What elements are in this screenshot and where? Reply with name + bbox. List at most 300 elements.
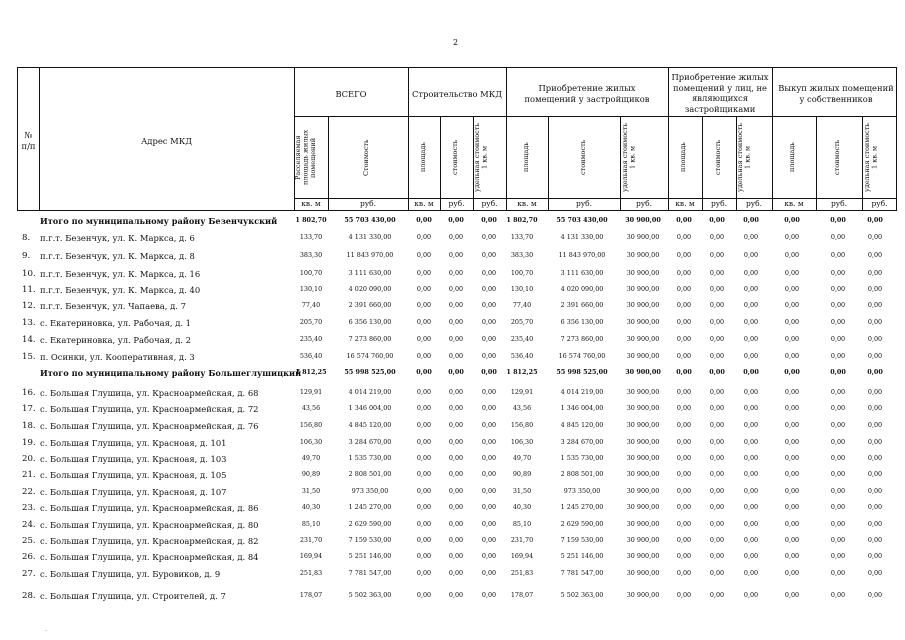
row-value: 0,00 <box>481 335 497 343</box>
row-value: 0,00 <box>830 388 846 396</box>
row-value: 0,00 <box>830 233 846 241</box>
row-value: 0,00 <box>448 421 464 429</box>
unit-label: руб. <box>635 199 653 208</box>
subheader-cost: стоимость <box>451 139 459 176</box>
row-value: 0,00 <box>743 216 759 224</box>
row-value: 0,00 <box>481 285 497 293</box>
row-value: 0,00 <box>867 335 883 343</box>
row-value: 0,00 <box>709 301 725 309</box>
row-number: 21. <box>22 470 36 480</box>
row-value: 130,10 <box>299 285 323 293</box>
row-value: 0,00 <box>709 591 725 599</box>
row-value: 0,00 <box>676 421 692 429</box>
row-value: 1 346 004,00 <box>560 404 604 412</box>
row-value: 0,00 <box>448 438 464 446</box>
row-value: 0,00 <box>830 536 846 544</box>
row-value: 0,00 <box>784 216 800 224</box>
row-value: 0,00 <box>448 269 464 277</box>
row-value: 11 843 970,00 <box>558 251 606 259</box>
row-value: 100,70 <box>299 269 323 277</box>
row-value: 0,00 <box>743 318 759 326</box>
row-value: 4 020 090,00 <box>348 285 392 293</box>
row-value: 156,80 <box>299 421 323 429</box>
row-value: 0,00 <box>676 285 692 293</box>
row-value: 11 843 970,00 <box>346 251 394 259</box>
unit-label: руб. <box>481 199 498 208</box>
row-value: 55 703 430,00 <box>556 216 608 224</box>
row-value: 0,00 <box>830 552 846 560</box>
row-value: 2 391 660,00 <box>560 301 604 309</box>
row-number: 26. <box>22 552 36 562</box>
row-value: 40,30 <box>301 503 321 511</box>
row-value: 0,00 <box>830 368 846 376</box>
row-value: 0,00 <box>784 552 800 560</box>
table-row <box>0 251 905 267</box>
unit-label: кв. м <box>675 199 695 208</box>
row-value: 0,00 <box>867 552 883 560</box>
table-row <box>0 318 905 334</box>
row-value: 0,00 <box>830 454 846 462</box>
row-value: 0,00 <box>743 285 759 293</box>
row-value: 0,00 <box>481 269 497 277</box>
row-value: 30 900,00 <box>626 388 660 396</box>
unit-label: кв. м <box>784 199 804 208</box>
row-value: 55 998 525,00 <box>556 368 608 376</box>
row-value: 0,00 <box>448 552 464 560</box>
row-value: 4 845 120,00 <box>348 421 392 429</box>
subheader-unit-cost: удельная стоимость 1 кв. м <box>621 123 637 192</box>
row-value: 0,00 <box>784 285 800 293</box>
row-value: 0,00 <box>867 520 883 528</box>
row-value: 0,00 <box>481 520 497 528</box>
row-value: 30 900,00 <box>626 438 660 446</box>
unit-label: руб. <box>710 199 728 208</box>
row-value: 30 900,00 <box>625 368 661 376</box>
row-address: п.г.т. Безенчук, ул. К. Маркса, д. 8 <box>40 251 195 261</box>
row-value: 0,00 <box>743 421 759 429</box>
row-value: 16 574 760,00 <box>558 352 606 360</box>
row-number: 14. <box>22 335 36 345</box>
row-value: 0,00 <box>867 438 883 446</box>
row-value: 0,00 <box>784 421 800 429</box>
row-value: 0,00 <box>784 591 800 599</box>
row-value: 2 629 590,00 <box>348 520 392 528</box>
row-value: 7 781 547,00 <box>560 569 604 577</box>
table-row-total <box>0 216 905 232</box>
row-value: 0,00 <box>448 318 464 326</box>
row-value: 0,00 <box>416 591 432 599</box>
row-value: 0,00 <box>481 352 497 360</box>
row-value: 973 350,00 <box>351 487 389 495</box>
table-row <box>0 438 905 454</box>
subheader-unit-cost: удельная стоимость 1 кв. м <box>473 123 489 192</box>
row-value: 0,00 <box>481 503 497 511</box>
row-value: 0,00 <box>709 454 725 462</box>
row-value: 0,00 <box>867 352 883 360</box>
table-row <box>0 552 905 568</box>
unit-label: кв. м <box>301 199 321 208</box>
row-value: 1 802,70 <box>295 216 327 224</box>
row-value: 0,00 <box>830 487 846 495</box>
row-value: 0,00 <box>743 569 759 577</box>
row-value: 0,00 <box>481 233 497 241</box>
row-value: 3 284 670,00 <box>348 438 392 446</box>
row-value: 0,00 <box>676 487 692 495</box>
subheader-area: площадь <box>788 142 796 173</box>
row-value: 0,00 <box>676 269 692 277</box>
row-value: 30 900,00 <box>626 536 660 544</box>
row-value: 55 703 430,00 <box>344 216 396 224</box>
table-row <box>0 536 905 552</box>
row-value: 43,56 <box>301 404 321 412</box>
row-value: 0,00 <box>867 421 883 429</box>
row-value: 100,70 <box>510 269 534 277</box>
row-address: с. Большая Глушица, ул. Красноармейская, д. 68 <box>40 388 259 398</box>
row-address: с. Екатериновка, ул. Рабочая, д. 1 <box>40 318 192 328</box>
row-value: 0,00 <box>784 251 800 259</box>
row-value: 0,00 <box>481 251 497 259</box>
row-value: 30 900,00 <box>626 301 660 309</box>
row-value: 169,94 <box>299 552 323 560</box>
row-value: 0,00 <box>867 318 883 326</box>
row-value: 0,00 <box>709 251 725 259</box>
row-value: 0,00 <box>709 269 725 277</box>
unit-label: руб. <box>830 199 848 208</box>
row-address: с. Большая Глушица, ул. Красноармейская, д. 84 <box>40 552 259 562</box>
row-value: 0,00 <box>481 216 497 224</box>
row-value: 0,00 <box>416 301 432 309</box>
row-value: 30 900,00 <box>626 520 660 528</box>
row-value: 0,00 <box>448 503 464 511</box>
row-value: 0,00 <box>743 454 759 462</box>
row-value: 3 111 630,00 <box>348 269 392 277</box>
row-number: 27. <box>22 569 36 579</box>
row-value: 0,00 <box>709 569 725 577</box>
row-value: 85,10 <box>512 520 532 528</box>
row-value: 0,00 <box>743 352 759 360</box>
row-value: 0,00 <box>416 520 432 528</box>
row-value: 0,00 <box>448 536 464 544</box>
row-value: 0,00 <box>676 438 692 446</box>
row-value: 0,00 <box>416 536 432 544</box>
row-value: 0,00 <box>784 520 800 528</box>
row-value: 7 159 530,00 <box>560 536 604 544</box>
row-value: 130,10 <box>510 285 534 293</box>
row-value: 30 900,00 <box>626 552 660 560</box>
row-value: 0,00 <box>709 216 725 224</box>
row-address: п.г.т. Безенчук, ул. К. Маркса, д. 6 <box>40 233 195 243</box>
row-value: 0,00 <box>830 520 846 528</box>
row-value: 0,00 <box>448 569 464 577</box>
row-value: 90,89 <box>512 470 532 478</box>
row-value: 40,30 <box>512 503 532 511</box>
row-value: 205,70 <box>510 318 534 326</box>
subheader-area: площадь <box>679 142 687 173</box>
header-address: Адрес МКД <box>140 136 193 146</box>
row-address: с. Большая Глушица, ул. Красноая, д. 103 <box>40 454 227 464</box>
row-value: 0,00 <box>448 216 464 224</box>
row-address: п. Осинки, ул. Кооперативная, д. 3 <box>40 352 195 362</box>
row-value: 0,00 <box>416 569 432 577</box>
row-value: 0,00 <box>743 503 759 511</box>
unit-label: руб. <box>575 199 593 208</box>
row-address: с. Екатериновка, ул. Рабочая, д. 2 <box>40 335 192 345</box>
row-value: 0,00 <box>867 301 883 309</box>
row-value: 0,00 <box>743 335 759 343</box>
row-value: 0,00 <box>481 438 497 446</box>
table-row <box>0 352 905 368</box>
row-value: 0,00 <box>709 421 725 429</box>
row-value: 0,00 <box>867 569 883 577</box>
row-number: 17. <box>22 404 36 414</box>
row-value: 1 812,25 <box>506 368 538 376</box>
row-value: 0,00 <box>416 388 432 396</box>
row-address: п.г.т. Безенчук, ул. К. Маркса, д. 16 <box>40 269 201 279</box>
row-value: 0,00 <box>448 233 464 241</box>
row-value: 0,00 <box>709 503 725 511</box>
row-value: 0,00 <box>784 470 800 478</box>
row-value: 0,00 <box>743 438 759 446</box>
table-row <box>0 233 905 249</box>
row-value: 0,00 <box>448 404 464 412</box>
table-header <box>17 67 897 211</box>
row-value: 31,50 <box>512 487 532 495</box>
row-value: 383,30 <box>299 251 323 259</box>
row-number: 25. <box>22 536 36 546</box>
row-value: 4 131 330,00 <box>560 233 604 241</box>
row-value: 0,00 <box>676 251 692 259</box>
row-number: 11. <box>22 285 36 295</box>
row-value: 30 900,00 <box>626 404 660 412</box>
table-row <box>0 470 905 486</box>
row-value: 0,00 <box>867 470 883 478</box>
table-row <box>0 569 905 585</box>
row-value: 0,00 <box>709 536 725 544</box>
row-value: 4 020 090,00 <box>560 285 604 293</box>
unit-label: руб. <box>871 199 888 208</box>
row-value: 30 900,00 <box>625 216 661 224</box>
row-value: 1 346 004,00 <box>348 404 392 412</box>
row-value: 0,00 <box>416 368 432 376</box>
row-value: 0,00 <box>709 520 725 528</box>
row-value: 0,00 <box>867 388 883 396</box>
row-value: 1 535 730,00 <box>348 454 392 462</box>
row-value: 0,00 <box>448 520 464 528</box>
row-value: 0,00 <box>416 404 432 412</box>
row-value: 77,40 <box>512 301 532 309</box>
row-value: 106,30 <box>510 438 534 446</box>
row-value: 16 574 760,00 <box>346 352 394 360</box>
row-value: 0,00 <box>416 233 432 241</box>
table-row <box>0 301 905 317</box>
row-value: 0,00 <box>830 301 846 309</box>
row-value: 0,00 <box>743 301 759 309</box>
row-value: 0,00 <box>709 487 725 495</box>
row-value: 4 014 219,00 <box>348 388 392 396</box>
row-value: 43,56 <box>512 404 532 412</box>
subheader-area: площадь <box>419 142 427 173</box>
header-priobr-zastr: Приобретение жилых помещений у застройщиков <box>524 83 650 104</box>
row-value: 0,00 <box>743 404 759 412</box>
row-value: 30 900,00 <box>626 454 660 462</box>
header-num: № п/п <box>21 130 36 151</box>
row-value: 0,00 <box>784 335 800 343</box>
row-value: 0,00 <box>416 503 432 511</box>
row-value: 0,00 <box>416 285 432 293</box>
row-value: 5 251 146,00 <box>348 552 392 560</box>
row-value: 1 802,70 <box>506 216 538 224</box>
row-value: 5 502 363,00 <box>560 591 604 599</box>
district-total-label: Итого по муниципальному району Безенчукский <box>40 216 278 226</box>
row-value: 973 350,00 <box>563 487 601 495</box>
row-value: 0,00 <box>676 503 692 511</box>
row-value: 536,40 <box>299 352 323 360</box>
row-value: 0,00 <box>676 454 692 462</box>
subheader-unit-cost: удельная стоимость 1 кв. м <box>736 123 752 192</box>
row-value: 0,00 <box>743 368 759 376</box>
row-value: 0,00 <box>867 503 883 511</box>
row-value: 0,00 <box>830 569 846 577</box>
row-value: 2 808 501,00 <box>348 470 392 478</box>
row-value: 0,00 <box>709 438 725 446</box>
row-value: 178,07 <box>510 591 534 599</box>
row-address: с. Большая Глушица, ул. Красноармейская, д. 86 <box>40 503 259 513</box>
table-row <box>0 520 905 536</box>
row-value: 0,00 <box>481 301 497 309</box>
row-number: 15. <box>22 352 36 362</box>
row-value: 2 391 660,00 <box>348 301 392 309</box>
row-value: 0,00 <box>709 388 725 396</box>
row-value: 0,00 <box>867 404 883 412</box>
row-value: 0,00 <box>481 421 497 429</box>
row-address: с. Большая Глушица, ул. Красноая, д. 105 <box>40 470 227 480</box>
row-value: 3 284 670,00 <box>560 438 604 446</box>
table-row <box>0 269 905 285</box>
row-value: 0,00 <box>448 352 464 360</box>
row-value: 0,00 <box>709 552 725 560</box>
row-value: 0,00 <box>867 269 883 277</box>
row-value: 1 245 270,00 <box>560 503 604 511</box>
row-value: 251,83 <box>510 569 534 577</box>
row-value: 106,30 <box>299 438 323 446</box>
scan-mark: . <box>45 626 47 633</box>
unit-label: руб. <box>359 199 377 208</box>
table-row <box>0 335 905 351</box>
row-value: 0,00 <box>416 438 432 446</box>
row-value: 0,00 <box>416 269 432 277</box>
row-value: 0,00 <box>743 269 759 277</box>
row-value: 0,00 <box>416 352 432 360</box>
row-value: 0,00 <box>830 285 846 293</box>
row-value: 77,40 <box>301 301 321 309</box>
header-vykup: Выкуп жилых помещений у собственников <box>778 83 894 104</box>
row-value: 0,00 <box>784 536 800 544</box>
row-value: 0,00 <box>448 388 464 396</box>
table-row <box>0 404 905 420</box>
row-number: 28. <box>22 591 36 601</box>
row-value: 235,40 <box>510 335 534 343</box>
row-value: 0,00 <box>481 454 497 462</box>
row-value: 235,40 <box>299 335 323 343</box>
row-value: 0,00 <box>481 536 497 544</box>
row-value: 383,30 <box>510 251 534 259</box>
row-value: 0,00 <box>481 388 497 396</box>
row-value: 0,00 <box>676 388 692 396</box>
row-number: 9. <box>22 251 31 261</box>
row-value: 30 900,00 <box>626 352 660 360</box>
header-priobr-ne-zastr: Приобретение жилых помещений у лиц, не являющихся застройщиками <box>671 72 769 114</box>
row-value: 0,00 <box>867 233 883 241</box>
table-row <box>0 503 905 519</box>
row-address: с. Большая Глушица, ул. Красноая, д. 107 <box>40 487 227 497</box>
row-value: 5 251 146,00 <box>560 552 604 560</box>
row-value: 0,00 <box>709 285 725 293</box>
row-value: 251,83 <box>299 569 323 577</box>
row-value: 0,00 <box>448 487 464 495</box>
row-value: 0,00 <box>676 216 692 224</box>
row-value: 0,00 <box>784 301 800 309</box>
subheader-cost: стоимость <box>714 139 722 176</box>
row-value: 0,00 <box>867 487 883 495</box>
row-value: 0,00 <box>481 591 497 599</box>
row-value: 30 900,00 <box>626 421 660 429</box>
row-value: 4 845 120,00 <box>560 421 604 429</box>
row-value: 0,00 <box>743 251 759 259</box>
row-value: 0,00 <box>784 454 800 462</box>
table-row-total <box>0 368 905 384</box>
subheader-unit-cost: удельная стоимость 1 кв. м <box>863 123 879 192</box>
row-value: 30 900,00 <box>626 251 660 259</box>
row-value: 178,07 <box>299 591 323 599</box>
row-value: 0,00 <box>784 318 800 326</box>
district-total-label: Итого по муниципальному району Большеглушицкий <box>40 368 302 378</box>
row-value: 30 900,00 <box>626 591 660 599</box>
row-value: 0,00 <box>416 454 432 462</box>
row-value: 30 900,00 <box>626 233 660 241</box>
row-value: 156,80 <box>510 421 534 429</box>
row-value: 0,00 <box>481 569 497 577</box>
row-value: 30 900,00 <box>626 335 660 343</box>
row-value: 0,00 <box>867 591 883 599</box>
row-value: 0,00 <box>709 368 725 376</box>
row-value: 0,00 <box>416 216 432 224</box>
row-address: с. Большая Глушица, ул. Красноармейская, д. 82 <box>40 536 259 546</box>
row-value: 0,00 <box>784 404 800 412</box>
row-value: 0,00 <box>676 301 692 309</box>
subheader-cost: Стоимость <box>362 139 370 176</box>
row-value: 0,00 <box>867 285 883 293</box>
row-value: 0,00 <box>709 404 725 412</box>
row-value: 1 535 730,00 <box>560 454 604 462</box>
row-value: 30 900,00 <box>626 470 660 478</box>
header-vsego: ВСЕГО <box>335 89 367 99</box>
page-number: 2 <box>453 38 459 47</box>
row-value: 5 502 363,00 <box>348 591 392 599</box>
row-value: 0,00 <box>709 470 725 478</box>
table-row <box>0 591 905 607</box>
unit-label: кв. м <box>517 199 537 208</box>
row-address: с. Большая Глушица, ул. Красноармейская, д. 72 <box>40 404 259 414</box>
row-value: 0,00 <box>481 487 497 495</box>
row-value: 0,00 <box>448 251 464 259</box>
subheader-area-total: Расселяемая площадь жилых помещений <box>294 129 317 186</box>
row-number: 20. <box>22 454 36 464</box>
row-value: 0,00 <box>676 368 692 376</box>
row-value: 0,00 <box>709 233 725 241</box>
row-number: 18. <box>22 421 36 431</box>
row-value: 1 245 270,00 <box>348 503 392 511</box>
row-address: с. Большая Глушица, ул. Буровиков, д. 9 <box>40 569 221 579</box>
